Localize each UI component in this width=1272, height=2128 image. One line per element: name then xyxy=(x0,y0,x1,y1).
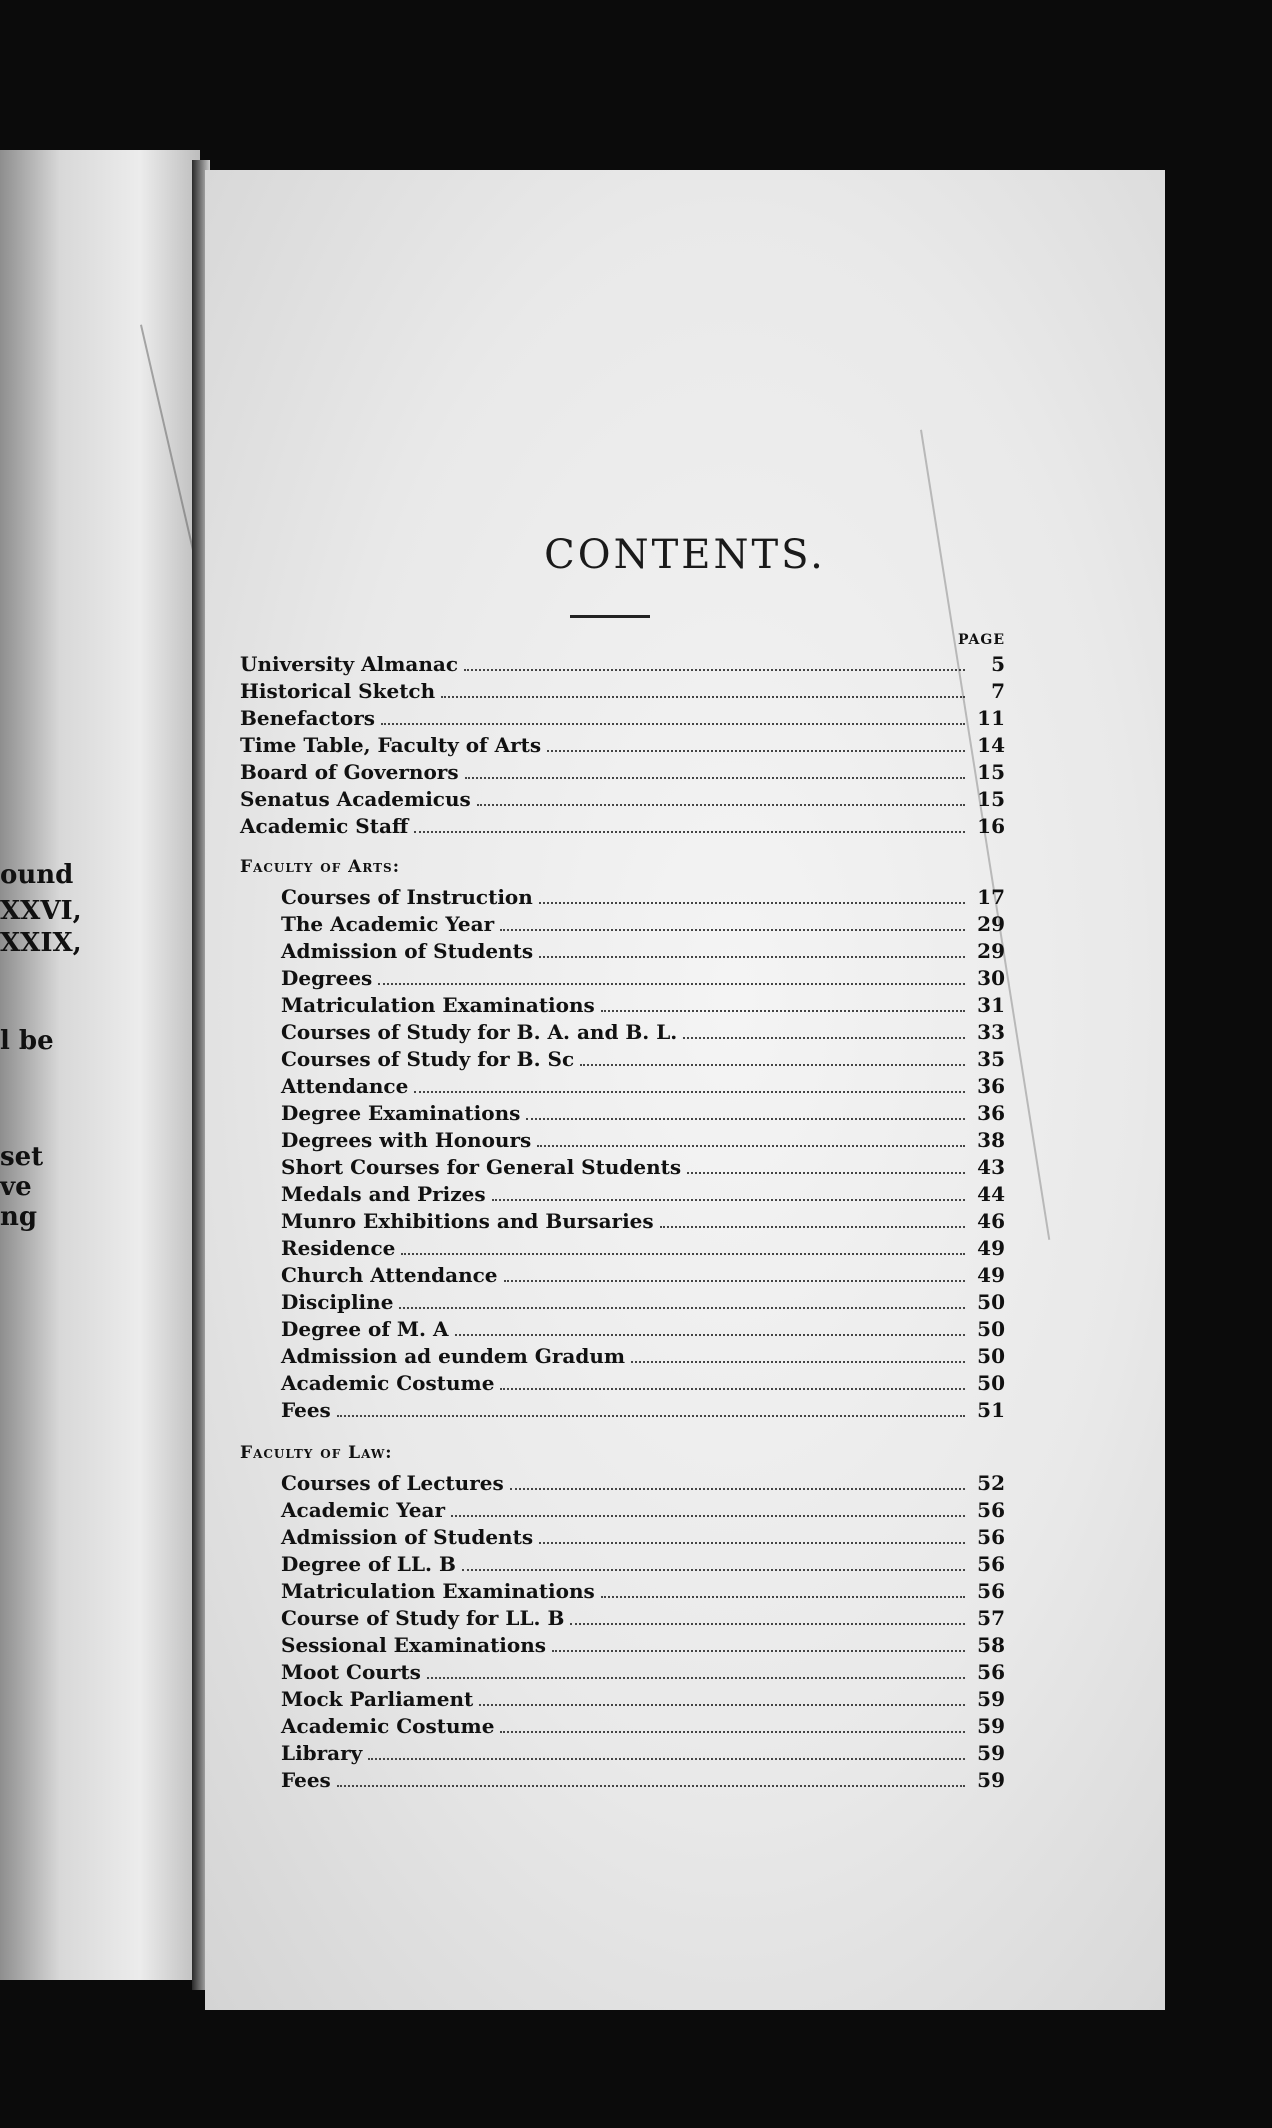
dot-leader xyxy=(464,669,965,671)
toc-entry xyxy=(240,1606,1005,1633)
toc-entry xyxy=(240,814,1005,841)
dot-leader xyxy=(441,696,965,698)
toc-entry-page: 52 xyxy=(977,1471,1005,1495)
dot-leader xyxy=(631,1361,965,1363)
paper-crease xyxy=(140,325,200,1085)
toc-entry-label: Course of Study for LL. B xyxy=(281,1606,565,1630)
toc-entry-label: Benefactors xyxy=(240,706,376,730)
toc-entry xyxy=(240,1047,1005,1074)
toc-entry-label: Admission of Students xyxy=(281,939,534,963)
toc-entry xyxy=(240,966,1005,993)
toc-entry-label: Mock Parliament xyxy=(281,1687,474,1711)
toc-entry-page: 56 xyxy=(977,1660,1005,1684)
toc-entry-page: 58 xyxy=(977,1633,1005,1657)
contents-page xyxy=(205,170,1165,2010)
dot-leader xyxy=(510,1488,965,1490)
toc-entry-label: Admission ad eundem Gradum xyxy=(281,1344,626,1368)
dot-leader xyxy=(337,1415,965,1417)
toc-entry-page: 50 xyxy=(977,1317,1005,1341)
toc-entry-page: 43 xyxy=(977,1155,1005,1179)
left-page-fragment: XXIX, xyxy=(0,928,82,958)
toc-entry xyxy=(240,1579,1005,1606)
toc-entry-label: Degrees with Honours xyxy=(281,1128,532,1152)
toc-entry-page: 33 xyxy=(977,1020,1005,1044)
left-page-fragment: set xyxy=(0,1142,44,1172)
dot-leader xyxy=(462,1569,965,1571)
toc-entry-page: 35 xyxy=(977,1047,1005,1071)
dot-leader xyxy=(547,750,965,752)
toc-entry-label: Degree of LL. B xyxy=(281,1552,456,1576)
dot-leader xyxy=(500,929,965,931)
toc-entry-label: Degree Examinations xyxy=(281,1101,521,1125)
toc-entry-label: Admission of Students xyxy=(281,1525,534,1549)
toc-entry-label: Time Table, Faculty of Arts xyxy=(240,733,542,757)
left-page-fragment: ound xyxy=(0,860,74,890)
toc-entry-page: 50 xyxy=(977,1371,1005,1395)
dot-leader xyxy=(683,1037,965,1039)
toc-entry xyxy=(240,679,1005,706)
toc-entry-label: Academic Staff xyxy=(240,814,409,838)
toc-entry-page: 7 xyxy=(991,679,1005,703)
toc-entry xyxy=(240,1317,1005,1344)
toc-entry-label: Discipline xyxy=(281,1290,394,1314)
toc-entry-label: Medals and Prizes xyxy=(281,1182,486,1206)
toc-entry xyxy=(240,1344,1005,1371)
toc-entry xyxy=(240,1398,1005,1425)
toc-entry-page: 56 xyxy=(977,1552,1005,1576)
toc-entry xyxy=(240,706,1005,733)
toc-entry-label: Senatus Academicus xyxy=(240,787,471,811)
page-title: CONTENTS. xyxy=(544,532,826,578)
dot-leader xyxy=(500,1731,965,1733)
toc-entry-page: 44 xyxy=(977,1182,1005,1206)
toc-entry-page: 16 xyxy=(977,814,1005,838)
toc-entry-page: 56 xyxy=(977,1579,1005,1603)
dot-leader xyxy=(455,1334,966,1336)
toc-entry-label: Church Attendance xyxy=(281,1263,498,1287)
dot-leader xyxy=(539,902,965,904)
left-page xyxy=(0,150,200,1980)
toc-entry xyxy=(240,993,1005,1020)
dot-leader xyxy=(399,1307,965,1309)
left-page-fragment: l be xyxy=(0,1026,54,1056)
toc-entry xyxy=(240,1552,1005,1579)
toc-entry xyxy=(240,1768,1005,1795)
toc-entry-page: 56 xyxy=(977,1525,1005,1549)
toc-entry xyxy=(240,1741,1005,1768)
toc-entry xyxy=(240,1209,1005,1236)
dot-leader xyxy=(479,1704,965,1706)
toc-entry xyxy=(240,1182,1005,1209)
toc-entry xyxy=(240,1155,1005,1182)
toc-entry xyxy=(240,1128,1005,1155)
toc-entry-label: Moot Courts xyxy=(281,1660,421,1684)
dot-leader xyxy=(552,1650,965,1652)
toc-entry-page: 36 xyxy=(977,1101,1005,1125)
section-heading-law: Faculty of Law: xyxy=(240,1443,393,1463)
title-rule xyxy=(570,615,650,618)
dot-leader xyxy=(378,983,965,985)
toc-entry xyxy=(240,1074,1005,1101)
toc-entry-page: 15 xyxy=(977,787,1005,811)
toc-entry-label: Residence xyxy=(281,1236,396,1260)
toc-entry xyxy=(240,939,1005,966)
dot-leader xyxy=(539,1542,965,1544)
toc-entry xyxy=(240,912,1005,939)
toc-entry-label: Fees xyxy=(281,1768,331,1792)
toc-entry-label: Matriculation Examinations xyxy=(281,1579,595,1603)
toc-entry xyxy=(240,1525,1005,1552)
toc-entry-page: 31 xyxy=(977,993,1005,1017)
toc-entry-page: 14 xyxy=(977,733,1005,757)
toc-entry-page: 15 xyxy=(977,760,1005,784)
toc-entry xyxy=(240,1471,1005,1498)
dot-leader xyxy=(401,1253,965,1255)
toc-entry xyxy=(240,885,1005,912)
page-column-header: PAGE xyxy=(958,632,1005,648)
toc-entry-label: University Almanac xyxy=(240,652,459,676)
dot-leader xyxy=(580,1064,965,1066)
arts-entries xyxy=(240,885,1005,1425)
toc-entry-label: Board of Governors xyxy=(240,760,459,784)
toc-entry xyxy=(240,1714,1005,1741)
toc-entry-page: 46 xyxy=(977,1209,1005,1233)
dot-leader xyxy=(539,956,965,958)
dot-leader xyxy=(451,1515,965,1517)
toc-entry xyxy=(240,1498,1005,1525)
toc-entry-page: 30 xyxy=(977,966,1005,990)
dot-leader xyxy=(368,1758,965,1760)
left-page-fragment: XXVI, xyxy=(0,896,82,926)
toc-entry-label: Courses of Lectures xyxy=(281,1471,504,1495)
toc-entry-label: The Academic Year xyxy=(281,912,495,936)
top-entries xyxy=(240,652,1005,841)
toc-entry-page: 5 xyxy=(991,652,1005,676)
left-page-fragment: ng xyxy=(0,1202,38,1232)
toc-entry xyxy=(240,1263,1005,1290)
dot-leader xyxy=(414,831,965,833)
toc-entry-label: Fees xyxy=(281,1398,331,1422)
dot-leader xyxy=(601,1010,965,1012)
dot-leader xyxy=(504,1280,965,1282)
toc-entry-label: Short Courses for General Students xyxy=(281,1155,682,1179)
dot-leader xyxy=(601,1596,965,1598)
toc-entry-label: Academic Costume xyxy=(281,1371,495,1395)
toc-entry-page: 29 xyxy=(977,912,1005,936)
toc-entry-page: 49 xyxy=(977,1263,1005,1287)
toc-entry-label: Munro Exhibitions and Bursaries xyxy=(281,1209,654,1233)
toc-entry-label: Matriculation Examinations xyxy=(281,993,595,1017)
toc-entry xyxy=(240,1236,1005,1263)
toc-entry xyxy=(240,1020,1005,1047)
toc-entry-page: 57 xyxy=(977,1606,1005,1630)
toc-entry-label: Degree of M. A xyxy=(281,1317,449,1341)
toc-entry xyxy=(240,733,1005,760)
dot-leader xyxy=(526,1118,965,1120)
toc-entry-page: 56 xyxy=(977,1498,1005,1522)
toc-entry-label: Attendance xyxy=(281,1074,409,1098)
toc-entry-label: Courses of Study for B. Sc xyxy=(281,1047,575,1071)
dot-leader xyxy=(414,1091,965,1093)
toc-entry-page: 51 xyxy=(977,1398,1005,1422)
section-heading-arts: Faculty of Arts: xyxy=(240,857,400,877)
toc-entry xyxy=(240,652,1005,679)
toc-entry xyxy=(240,787,1005,814)
law-entries xyxy=(240,1471,1005,1795)
toc-entry-page: 17 xyxy=(977,885,1005,909)
dot-leader xyxy=(465,777,965,779)
toc-entry-page: 59 xyxy=(977,1687,1005,1711)
table-of-contents xyxy=(240,632,1005,1795)
toc-entry xyxy=(240,760,1005,787)
toc-entry-page: 59 xyxy=(977,1714,1005,1738)
toc-entry-label: Historical Sketch xyxy=(240,679,436,703)
toc-entry-label: Courses of Instruction xyxy=(281,885,533,909)
toc-entry-label: Academic Year xyxy=(281,1498,446,1522)
dot-leader xyxy=(537,1145,965,1147)
dot-leader xyxy=(660,1226,965,1228)
dot-leader xyxy=(492,1199,965,1201)
left-page-fragment: ve xyxy=(0,1172,32,1202)
toc-entry xyxy=(240,1660,1005,1687)
dot-leader xyxy=(427,1677,965,1679)
toc-entry-page: 29 xyxy=(977,939,1005,963)
toc-entry-page: 50 xyxy=(977,1290,1005,1314)
dot-leader xyxy=(337,1785,965,1787)
toc-entry-page: 36 xyxy=(977,1074,1005,1098)
dot-leader xyxy=(477,804,965,806)
dot-leader xyxy=(381,723,965,725)
toc-entry-label: Library xyxy=(281,1741,363,1765)
toc-entry-label: Sessional Examinations xyxy=(281,1633,547,1657)
toc-entry-page: 11 xyxy=(977,706,1005,730)
toc-entry-label: Academic Costume xyxy=(281,1714,495,1738)
toc-entry-page: 49 xyxy=(977,1236,1005,1260)
toc-entry xyxy=(240,1687,1005,1714)
toc-entry-label: Courses of Study for B. A. and B. L. xyxy=(281,1020,678,1044)
toc-entry xyxy=(240,1101,1005,1128)
toc-entry xyxy=(240,1371,1005,1398)
dot-leader xyxy=(687,1172,965,1174)
toc-entry-page: 50 xyxy=(977,1344,1005,1368)
dot-leader xyxy=(500,1388,965,1390)
toc-entry xyxy=(240,1633,1005,1660)
toc-entry-page: 38 xyxy=(977,1128,1005,1152)
toc-entry-page: 59 xyxy=(977,1741,1005,1765)
toc-entry xyxy=(240,1290,1005,1317)
toc-entry-label: Degrees xyxy=(281,966,373,990)
dot-leader xyxy=(570,1623,965,1625)
toc-entry-page: 59 xyxy=(977,1768,1005,1792)
